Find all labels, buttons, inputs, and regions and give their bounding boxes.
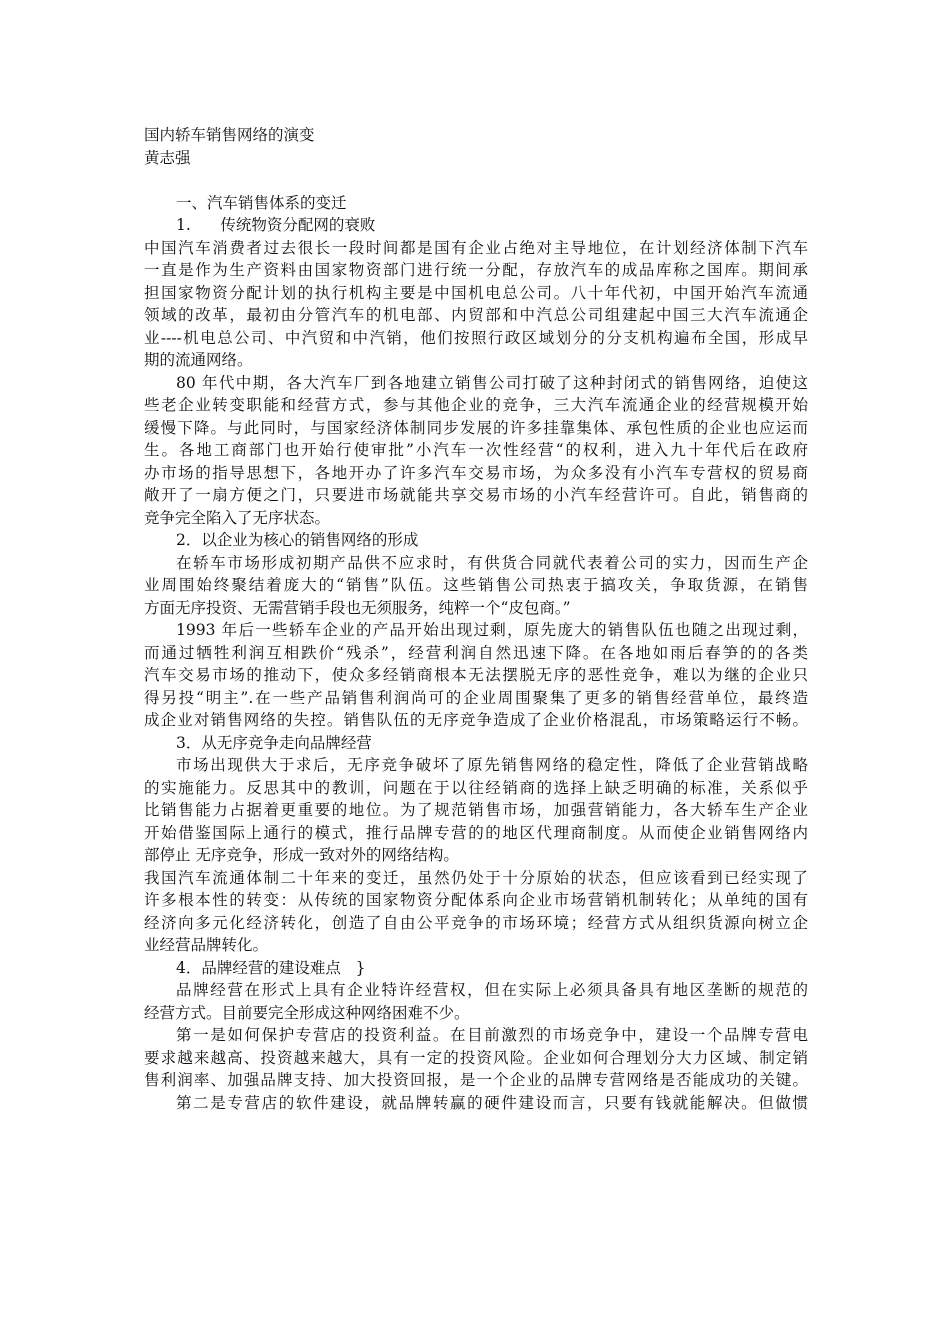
paragraph-line: 80 年代中期，各大汽车厂到各地建立销售公司打破了这种封闭式的销售网络，迫使这 (176, 373, 808, 392)
paragraph-line: 要求越来越高、投资越来越大，具有一定的投资风险。企业如何合理划分大力区域、制定销 (144, 1048, 808, 1067)
paragraph-line: 得另投“明主”.在一些产品销售利润尚可的企业周围聚集了更多的销售经营单位，最终造 (144, 688, 808, 707)
paragraph-line: 中国汽车消费者过去很长一段时间都是国有企业占绝对主导地位，在计划经济体制下汽车 (144, 238, 808, 257)
paragraph-line: 售利润率、加强品牌支持、加大投资回报，是一个企业的品牌专营网络是否能成功的关键。 (144, 1071, 808, 1089)
paragraph-line: 第一是如何保护专营店的投资利益。在目前激烈的市场竞争中，建设一个品牌专营电 (176, 1026, 808, 1044)
paragraph-line: 办市场的指导思想下，各地开办了许多汽车交易市场，为众多没有小汽车专营权的贸易商 (144, 463, 808, 482)
paragraph-line: 一直是作为生产资料由国家物资部门进行统一分配，存放汽车的成品库称之国库。期间承 (144, 261, 808, 279)
paragraph-line: 我国汽车流通体制二十年来的变迁，虽然仍处于十分原始的状态，但应该看到已经实现了 (144, 868, 808, 887)
paragraph-line: 担国家物资分配计划的执行机构主要是中国机电总公司。八十年代初，中国开始汽车流通 (144, 283, 808, 302)
paragraph-line: 的实施能力。反思其中的教训，问题在于以往经销商的选择上缺乏明确的标准，关系似乎 (144, 778, 808, 797)
paragraph-line: 部停止 无序竞争，形成一致对外的网络结构。 (144, 846, 459, 864)
paragraph-line: 第二是专营店的软件建设，就品牌转赢的硬件建设而言，只要有钱就能解决。但做惯 (176, 1093, 808, 1112)
paragraph-line: 汽车交易市场的推动下，使众多经销商根本无法摆脱无序的恶性竞争，难以为继的企业只 (144, 666, 808, 684)
paragraph-line: 在轿车市场形成初期产品供不应求时，有供货合同就代表着公司的实力，因而生产企 (176, 553, 808, 572)
subheading-4: 4．品牌经营的建设难点 } (176, 958, 366, 977)
paragraph-line: 业----机电总公司、中汽贸和中汽销，他们按照行政区域划分的分支机构遍布全国，形成早 (144, 328, 808, 347)
subheading-2: 2．以企业为核心的销售网络的形成 (176, 531, 419, 549)
paragraph-line: 业经营品牌转化。 (144, 936, 269, 954)
paragraph-line: 方面无序投资、无需营销手段也无须服务，纯粹一个“皮包商。” (144, 598, 571, 617)
paragraph-line: 生。各地工商部门也开始行使审批”小汽车一次性经营“的权利，进入九十年代后在政府 (144, 441, 808, 459)
paragraph-line: 敞开了一扇方便之门，只要进市场就能共享交易市场的小汽车经营许可。自此，销售商的 (144, 486, 808, 504)
paragraph-line: 比销售能力占据着更重要的地位。为了规范销售市场，加强营销能力，各大轿车生产企业 (144, 801, 808, 819)
paragraph-line: 竞争完全陷入了无序状态。 (144, 508, 331, 527)
section-heading-1: 一、汽车销售体系的变迁 (176, 193, 347, 212)
paragraph-line: 市场出现供大于求后，无序竞争破坏了原先销售网络的稳定性，降低了企业营销战略 (176, 756, 808, 774)
paragraph-line: 领域的改革，最初由分管汽车的机电部、内贸部和中汽总公司组建起中国三大汽车流通企 (144, 306, 808, 324)
paragraph-line: 经营方式。目前要完全形成这种网络困难不少。 (144, 1003, 470, 1022)
paragraph-line: 开始借鉴国际上通行的模式，推行品牌专营的的地区代理商制度。从而使企业销售网络内 (144, 823, 808, 842)
doc-title: 国内轿车销售网络的演变 (144, 126, 315, 144)
paragraph-line: 成企业对销售网络的失控。销售队伍的无序竞争造成了企业价格混乱，市场策略运行不畅。 (144, 711, 808, 729)
paragraph-line: 缓慢下降。与此同时，与国家经济体制同步发展的许多挂靠集体、承包性质的企业也应运而 (144, 418, 808, 437)
paragraph-line: 而通过牺牲利润互相跌价“残杀”，经营利润自然迅速下降。在各地如雨后春笋的的各类 (144, 643, 808, 662)
paragraph-line: 些老企业转变职能和经营方式，参与其他企业的竞争，三大汽车流通企业的经营规模开始 (144, 396, 808, 414)
paragraph-line: 期的流通网络。 (144, 351, 253, 369)
document-page (144, 124, 808, 1114)
paragraph-line: 业周围始终聚结着庞大的“销售”队伍。这些销售公司热衷于搞攻关，争取货源，在销售 (144, 576, 808, 594)
paragraph-line: 许多根本性的转变：从传统的国家物资分配体系向企业市场营销机制转化；从单纯的国有 (144, 891, 808, 909)
paragraph-line: 1993 年后一些轿车企业的产品开始出现过剩，原先庞大的销售队伍也随之出现过剩， (176, 621, 808, 639)
paragraph-line: 品牌经营在形式上具有企业特许经营权，但在实际上必须具备具有地区垄断的规范的 (176, 981, 808, 999)
blank-line (144, 169, 808, 192)
paragraph-line: 经济向多元化经济转化，创造了自由公平竞争的市场环境；经营方式从组织货源向树立企 (144, 913, 808, 932)
doc-author: 黄志强 (144, 148, 191, 167)
subheading-3: 3．从无序竞争走向品牌经营 (176, 733, 372, 752)
subheading-1: 1. 传统物资分配网的衰败 (176, 216, 376, 234)
